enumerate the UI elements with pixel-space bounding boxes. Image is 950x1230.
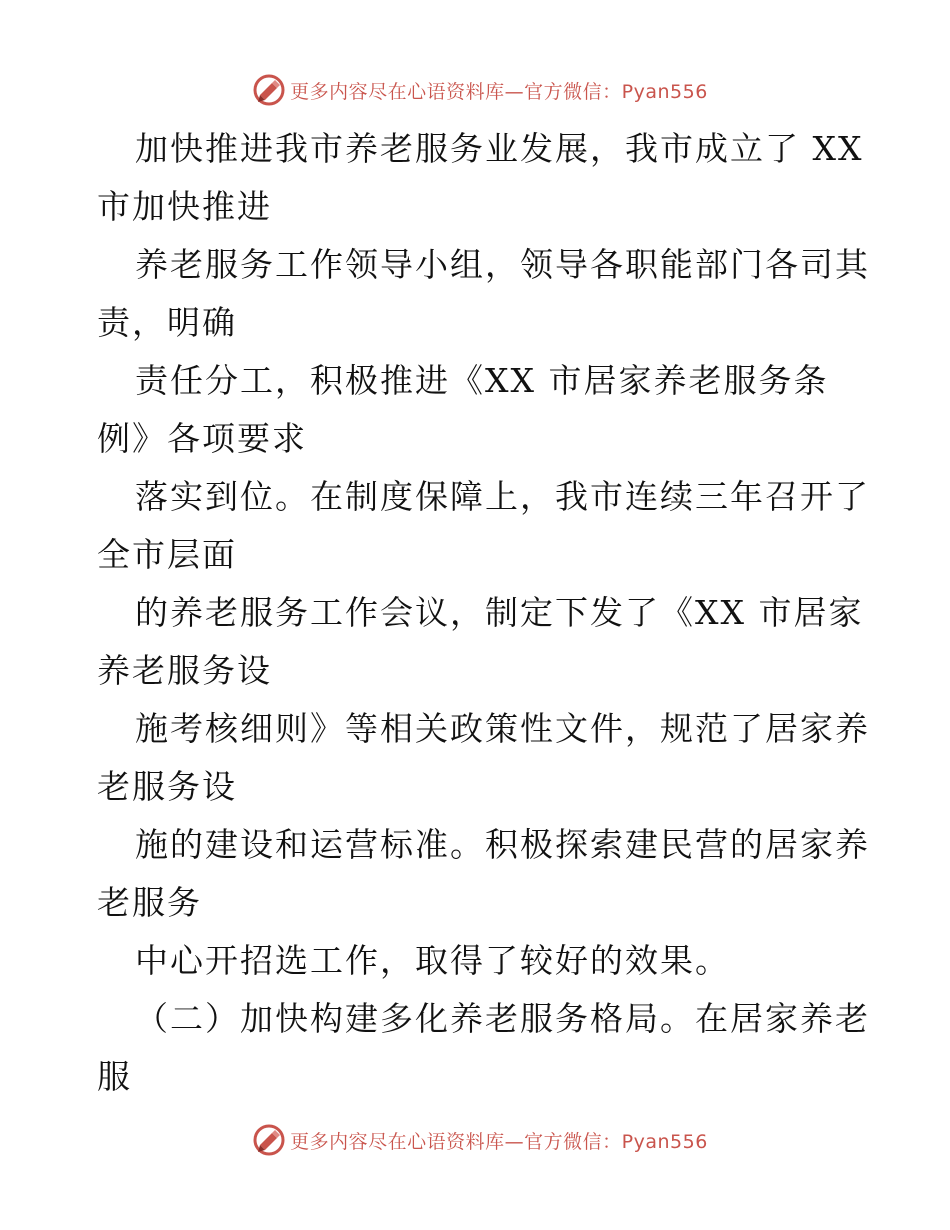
footer-watermark-banner xyxy=(0,1120,950,1160)
text-line: 责，明确 xyxy=(97,303,237,342)
text-line: 例》各项要求 xyxy=(97,419,307,458)
text-line: 的养老服务工作会议，制定下发了《XX 市居家 xyxy=(135,593,864,632)
header-watermark-banner xyxy=(0,70,950,110)
text-line: 养老服务工作领导小组，领导各职能部门各司其 xyxy=(135,245,870,284)
text-line: 加快推进我市养老服务业发展，我市成立了 XX xyxy=(135,129,864,168)
text-line: 中心开招选工作，取得了较好的效果。 xyxy=(135,941,730,980)
footer-banner-text: 更多内容尽在心语资料库—官方微信：Pyan556 xyxy=(290,1130,708,1153)
text-line: 责任分工，积极推进《XX 市居家养老服务条 xyxy=(135,361,829,400)
header-banner-text: 更多内容尽在心语资料库—官方微信：Pyan556 xyxy=(290,80,708,103)
text-line: 落实到位。在制度保障上，我市连续三年召开了 xyxy=(135,477,870,516)
text-line: 老服务设 xyxy=(97,767,237,806)
pen-logo-icon xyxy=(252,1123,286,1157)
text-line: 养老服务设 xyxy=(97,651,272,690)
text-line: 全市层面 xyxy=(97,535,237,574)
text-line: 服 xyxy=(97,1057,132,1096)
text-line: 老服务 xyxy=(97,883,202,922)
text-line: 施的建设和运营标准。积极探索建民营的居家养 xyxy=(135,825,870,864)
text-line: （二）加快构建多化养老服务格局。在居家养老 xyxy=(135,999,870,1038)
text-line: 市加快推进 xyxy=(97,187,272,226)
document-body xyxy=(97,120,870,1106)
pen-logo-icon xyxy=(252,73,286,107)
text-line: 施考核细则》等相关政策性文件，规范了居家养 xyxy=(135,709,870,748)
